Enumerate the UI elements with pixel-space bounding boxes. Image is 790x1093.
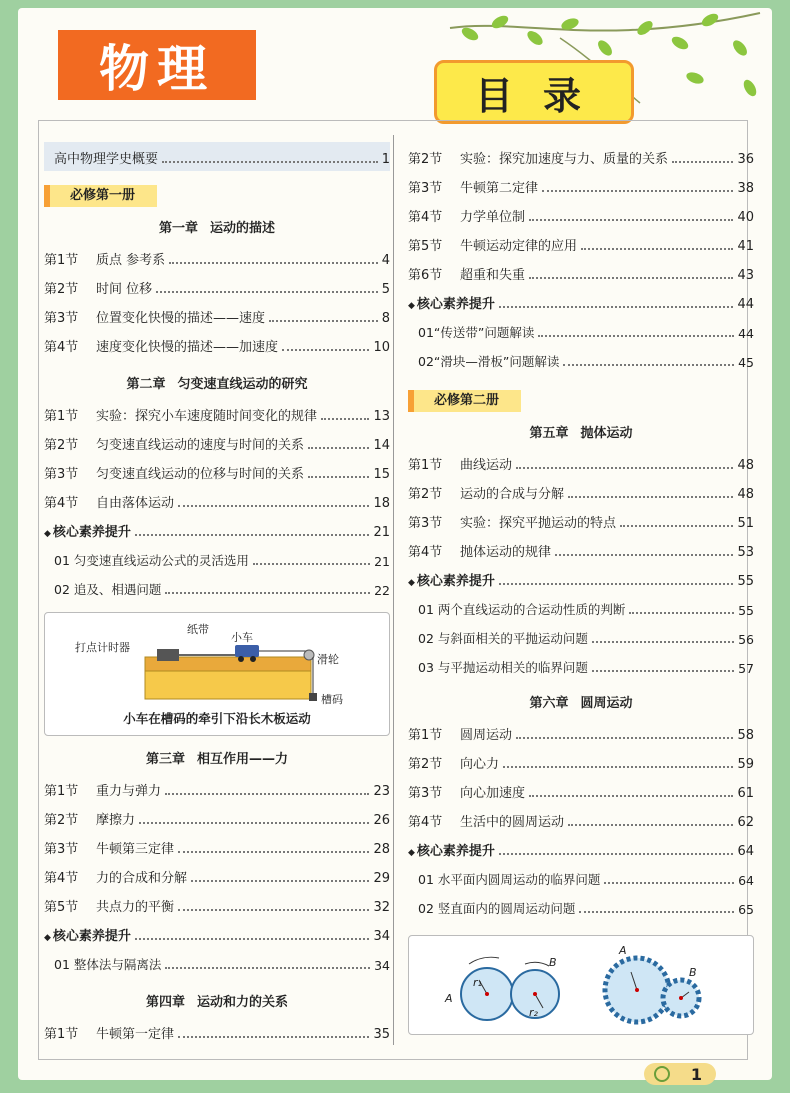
toc-entry[interactable]: 第1节 曲线运动 48 bbox=[408, 458, 754, 473]
column-divider bbox=[393, 135, 394, 1045]
toc-entry[interactable]: 第5节 共点力的平衡 32 bbox=[44, 900, 390, 915]
toc-entry[interactable]: 02“滑块—滑板”问题解读 45 bbox=[418, 354, 754, 370]
toc-entry[interactable]: 01 两个直线运动的合运动性质的判断 55 bbox=[418, 602, 754, 618]
diamond-icon: ◆ bbox=[408, 848, 415, 858]
figure-label: r₁ bbox=[473, 976, 482, 989]
toc-entry[interactable]: 第4节 力学单位制 40 bbox=[408, 210, 754, 225]
book-label: 必修第一册 bbox=[44, 185, 157, 207]
toc-entry[interactable]: 第2节 时间 位移 5 bbox=[44, 282, 390, 297]
figure-label: B bbox=[549, 956, 557, 969]
toc-entry[interactable]: 第4节 自由落体运动 18 bbox=[44, 496, 390, 511]
figure-label: B bbox=[689, 966, 697, 979]
toc-entry[interactable]: 第4节 抛体运动的规律 53 bbox=[408, 545, 754, 560]
toc-entry[interactable]: 高中物理学史概要 1 bbox=[44, 142, 390, 171]
toc-entry[interactable]: 02 与斜面相关的平抛运动问题 56 bbox=[418, 631, 754, 647]
toc-entry[interactable]: 第4节 速度变化快慢的描述——加速度 10 bbox=[44, 340, 390, 355]
gears-diagram-icon bbox=[409, 936, 735, 1034]
core-literacy-entry[interactable]: ◆ 核心素养提升 64 bbox=[408, 844, 754, 859]
diamond-icon: ◆ bbox=[408, 578, 415, 588]
toc-entry[interactable]: 第2节 向心力 59 bbox=[408, 757, 754, 772]
toc-entry[interactable]: 第3节 牛顿第三定律 28 bbox=[44, 842, 390, 857]
figure-label: 纸带 bbox=[187, 623, 209, 636]
toc-entry[interactable]: 第2节 摩擦力 26 bbox=[44, 813, 390, 828]
toc-entry[interactable]: 第1节 质点 参考系 4 bbox=[44, 253, 390, 268]
diamond-icon: ◆ bbox=[44, 529, 51, 539]
toc-entry[interactable]: 第1节 实验：探究小车速度随时间变化的规律 13 bbox=[44, 409, 390, 424]
chapter-heading: 第六章 圆周运动 bbox=[529, 696, 633, 711]
toc-entry[interactable]: 第1节 圆周运动 58 bbox=[408, 728, 754, 743]
toc-entry[interactable]: 第3节 牛顿第二定律 38 bbox=[408, 181, 754, 196]
toc-entry[interactable]: 第1节 牛顿第一定律 35 bbox=[44, 1027, 390, 1042]
figure-label: 打点计时器 bbox=[75, 641, 130, 654]
chapter-heading: 第五章 抛体运动 bbox=[529, 426, 633, 441]
core-literacy-entry[interactable]: ◆ 核心素养提升 55 bbox=[408, 574, 754, 589]
figure-label: A bbox=[445, 992, 453, 1005]
toc-entry[interactable]: 第3节 实验：探究平抛运动的特点 51 bbox=[408, 516, 754, 531]
diamond-icon: ◆ bbox=[44, 933, 51, 943]
toc-entry[interactable]: 第2节 匀变速直线运动的速度与时间的关系 14 bbox=[44, 438, 390, 453]
toc-entry[interactable]: 03 与平抛运动相关的临界问题 57 bbox=[418, 660, 754, 676]
toc-entry[interactable]: 第3节 位置变化快慢的描述——速度 8 bbox=[44, 311, 390, 326]
cart-experiment-figure bbox=[44, 612, 390, 736]
book-label: 必修第二册 bbox=[408, 390, 521, 412]
toc-entry[interactable]: 01 水平面内圆周运动的临界问题 64 bbox=[418, 872, 754, 888]
figure-label: 滑轮 bbox=[317, 653, 339, 666]
toc-entry[interactable]: 02 追及、相遇问题 22 bbox=[54, 582, 390, 598]
toc-entry[interactable]: 第4节 力的合成和分解 29 bbox=[44, 871, 390, 886]
figure-label: 槽码 bbox=[321, 693, 343, 706]
core-literacy-entry[interactable]: ◆ 核心素养提升 34 bbox=[44, 929, 390, 944]
toc-right-column bbox=[408, 142, 754, 1035]
figure-caption: 小车在槽码的牵引下沿长木板运动 bbox=[123, 711, 311, 726]
core-literacy-entry[interactable]: ◆ 核心素养提升 44 bbox=[408, 297, 754, 312]
toc-entry[interactable]: 02 竖直面内的圆周运动问题 65 bbox=[418, 901, 754, 917]
toc-entry[interactable]: 第4节 生活中的圆周运动 62 bbox=[408, 815, 754, 830]
toc-left-column bbox=[44, 142, 390, 1046]
toc-entry[interactable]: 01“传送带”问题解读 44 bbox=[418, 325, 754, 341]
circular-motion-figure bbox=[408, 935, 754, 1035]
page-number-badge: 1 bbox=[644, 1063, 716, 1085]
toc-entry[interactable]: 01 匀变速直线运动公式的灵活选用 21 bbox=[54, 553, 390, 569]
toc-entry[interactable]: 第3节 向心加速度 61 bbox=[408, 786, 754, 801]
figure-label: A bbox=[619, 944, 627, 957]
smiley-icon bbox=[654, 1066, 670, 1082]
subject-title: 物理 bbox=[58, 30, 256, 100]
chapter-heading: 第一章 运动的描述 bbox=[158, 221, 276, 236]
chapter-heading: 第三章 相互作用——力 bbox=[145, 752, 289, 767]
toc-entry[interactable]: 第5节 牛顿运动定律的应用 41 bbox=[408, 239, 754, 254]
toc-entry[interactable]: 第1节 重力与弹力 23 bbox=[44, 784, 390, 799]
toc-entry[interactable]: 第2节 运动的合成与分解 48 bbox=[408, 487, 754, 502]
toc-entry[interactable]: 第6节 超重和失重 43 bbox=[408, 268, 754, 283]
figure-label: r₂ bbox=[529, 1006, 538, 1019]
chapter-heading: 第二章 匀变速直线运动的研究 bbox=[126, 377, 308, 392]
figure-label: 小车 bbox=[231, 631, 253, 644]
toc-entry[interactable]: 第2节 实验：探究加速度与力、质量的关系 36 bbox=[408, 152, 754, 167]
toc-entry[interactable]: 01 整体法与隔离法 34 bbox=[54, 957, 390, 973]
toc-title: 目录 bbox=[434, 60, 634, 124]
chapter-heading: 第四章 运动和力的关系 bbox=[145, 995, 289, 1010]
toc-entry[interactable]: 第3节 匀变速直线运动的位移与时间的关系 15 bbox=[44, 467, 390, 482]
diamond-icon: ◆ bbox=[408, 301, 415, 311]
core-literacy-entry[interactable]: ◆ 核心素养提升 21 bbox=[44, 525, 390, 540]
